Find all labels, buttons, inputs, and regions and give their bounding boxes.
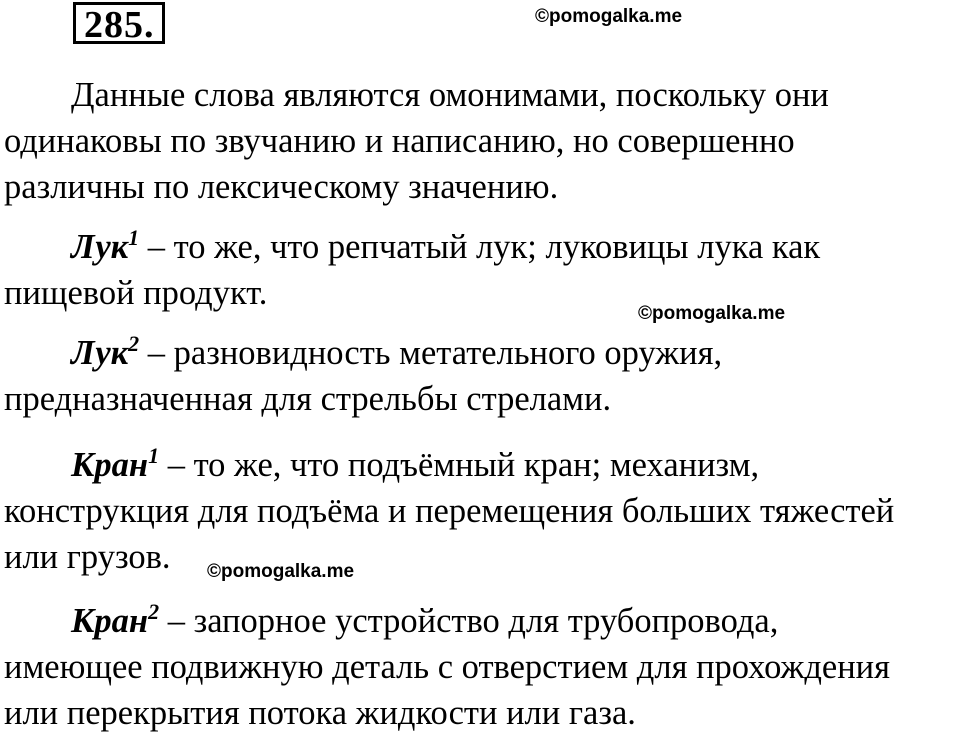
intro-paragraph bbox=[4, 72, 960, 210]
term-index: 1 bbox=[148, 443, 160, 468]
term-index: 2 bbox=[148, 599, 160, 624]
term: Кран bbox=[71, 602, 149, 640]
definition-text: – то же, что подъёмный кран; механизм, bbox=[159, 446, 760, 484]
term: Лук bbox=[71, 228, 129, 266]
definition-text: – то же, что репчатый лук; луковицы лука как bbox=[139, 228, 821, 266]
exercise-number-box bbox=[73, 2, 165, 44]
text-line: Данные слова являются омонимами, поскольку они bbox=[71, 76, 829, 114]
term: Лук bbox=[71, 334, 129, 372]
definition-text: – запорное устройство для трубопровода, bbox=[159, 602, 779, 640]
text-line: предназначенная для стрельбы стрелами. bbox=[4, 380, 612, 418]
exercise-number: 285. bbox=[84, 4, 155, 46]
text-line: или перекрытия потока жидкости или газа. bbox=[4, 694, 636, 732]
text-line: одинаковы по звучанию и написанию, но совершенно bbox=[4, 122, 795, 160]
text-line: пищевой продукт. bbox=[4, 274, 268, 312]
definition-first-line bbox=[4, 442, 960, 488]
term-index: 1 bbox=[128, 225, 140, 250]
watermark: ©pomogalka.me bbox=[207, 561, 355, 582]
text-line: конструкция для подъёма и перемещения больших тяжестей bbox=[4, 492, 895, 530]
definition-luk-2 bbox=[4, 330, 960, 422]
term-index: 2 bbox=[128, 331, 140, 356]
definition-first-line bbox=[4, 330, 960, 376]
text-line: или грузов. bbox=[4, 538, 171, 576]
definition-first-line bbox=[4, 598, 960, 644]
definition-first-line bbox=[4, 224, 960, 270]
text-line: различны по лексическому значению. bbox=[4, 168, 559, 206]
term: Кран bbox=[71, 446, 149, 484]
definition-text: – разновидность метательного оружия, bbox=[139, 334, 723, 372]
watermark: ©pomogalka.me bbox=[638, 303, 786, 324]
definition-luk-1 bbox=[4, 224, 960, 316]
definition-kran-2 bbox=[4, 598, 960, 736]
text-line: имеющее подвижную деталь с отверстием для прохождения bbox=[4, 648, 890, 686]
watermark: ©pomogalka.me bbox=[535, 6, 683, 27]
definition-kran-1 bbox=[4, 442, 960, 580]
